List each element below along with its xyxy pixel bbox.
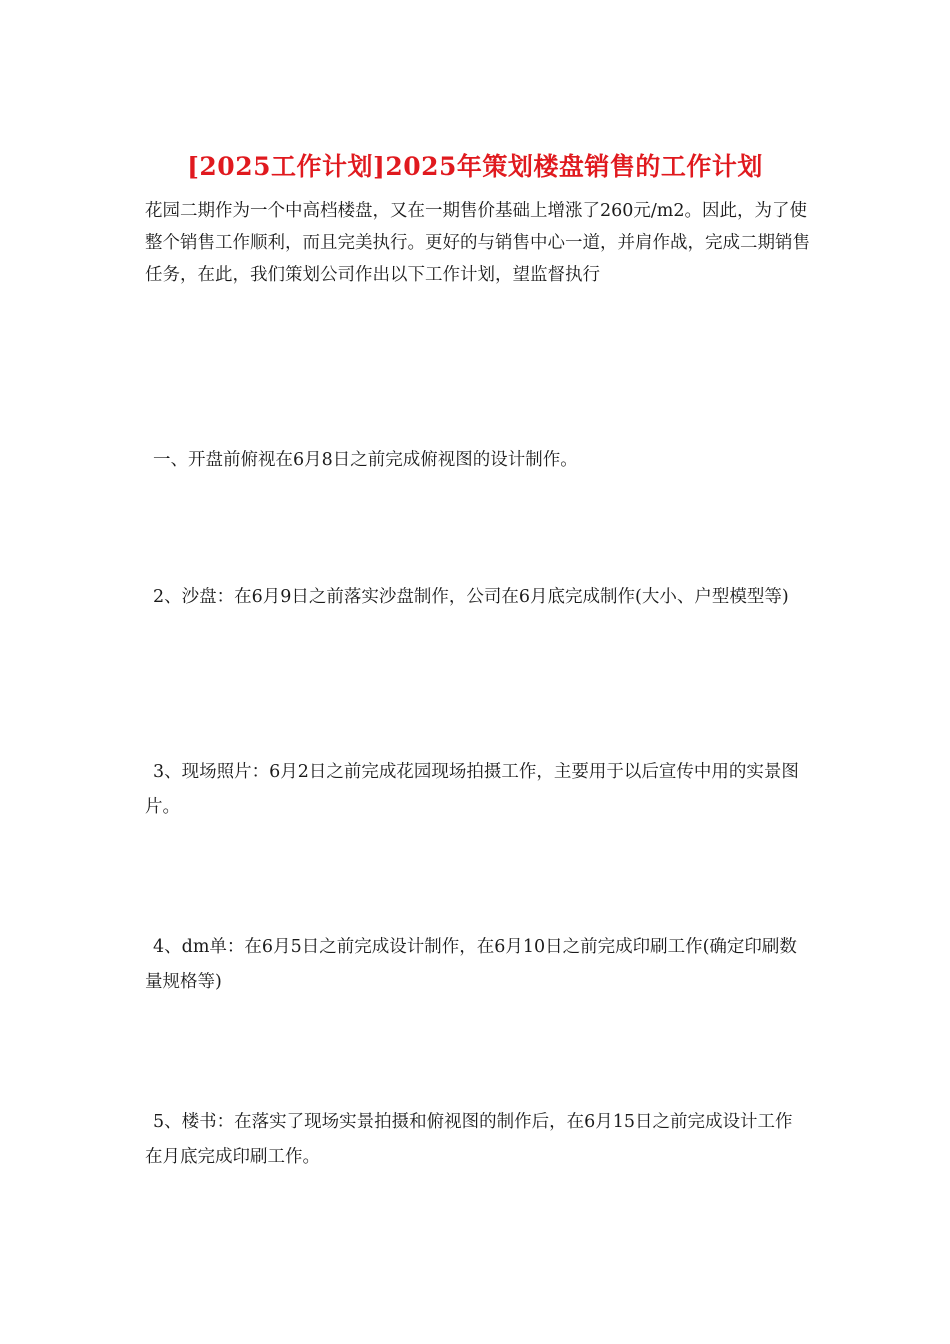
plan-item-5: 5、楼书：在落实了现场实景拍摄和俯视图的制作后，在6月15日之前完成设计工作在月底完成印刷工作。 [145, 1112, 793, 1167]
plan-item-3: 3、现场照片：6月2日之前完成花园现场拍摄工作，主要用于以后宣传中用的实景图片。 [145, 762, 799, 817]
plan-item-2: 2、沙盘：在6月9日之前落实沙盘制作，公司在6月底完成制作(大小、户型模型等) [153, 587, 789, 607]
plan-item-4: 4、dm单：在6月5日之前完成设计制作，在6月10日之前完成印刷工作(确定印刷数量规格等) [145, 937, 797, 992]
document-title: [2025工作计划]2025年策划楼盘销售的工作计划 [187, 152, 763, 181]
intro-paragraph: 花园二期作为一个中高档楼盘，又在一期售价基础上增涨了260元/m2。因此，为了使整个销售工作顺利，而且完美执行。更好的与销售中心一道，并肩作战，完成二期销售任务，在此，我们策划公司作出以下工作计划，望监督执行 [145, 201, 810, 285]
plan-item-1: 一、开盘前俯视在6月8日之前完成俯视图的设计制作。 [153, 450, 578, 470]
